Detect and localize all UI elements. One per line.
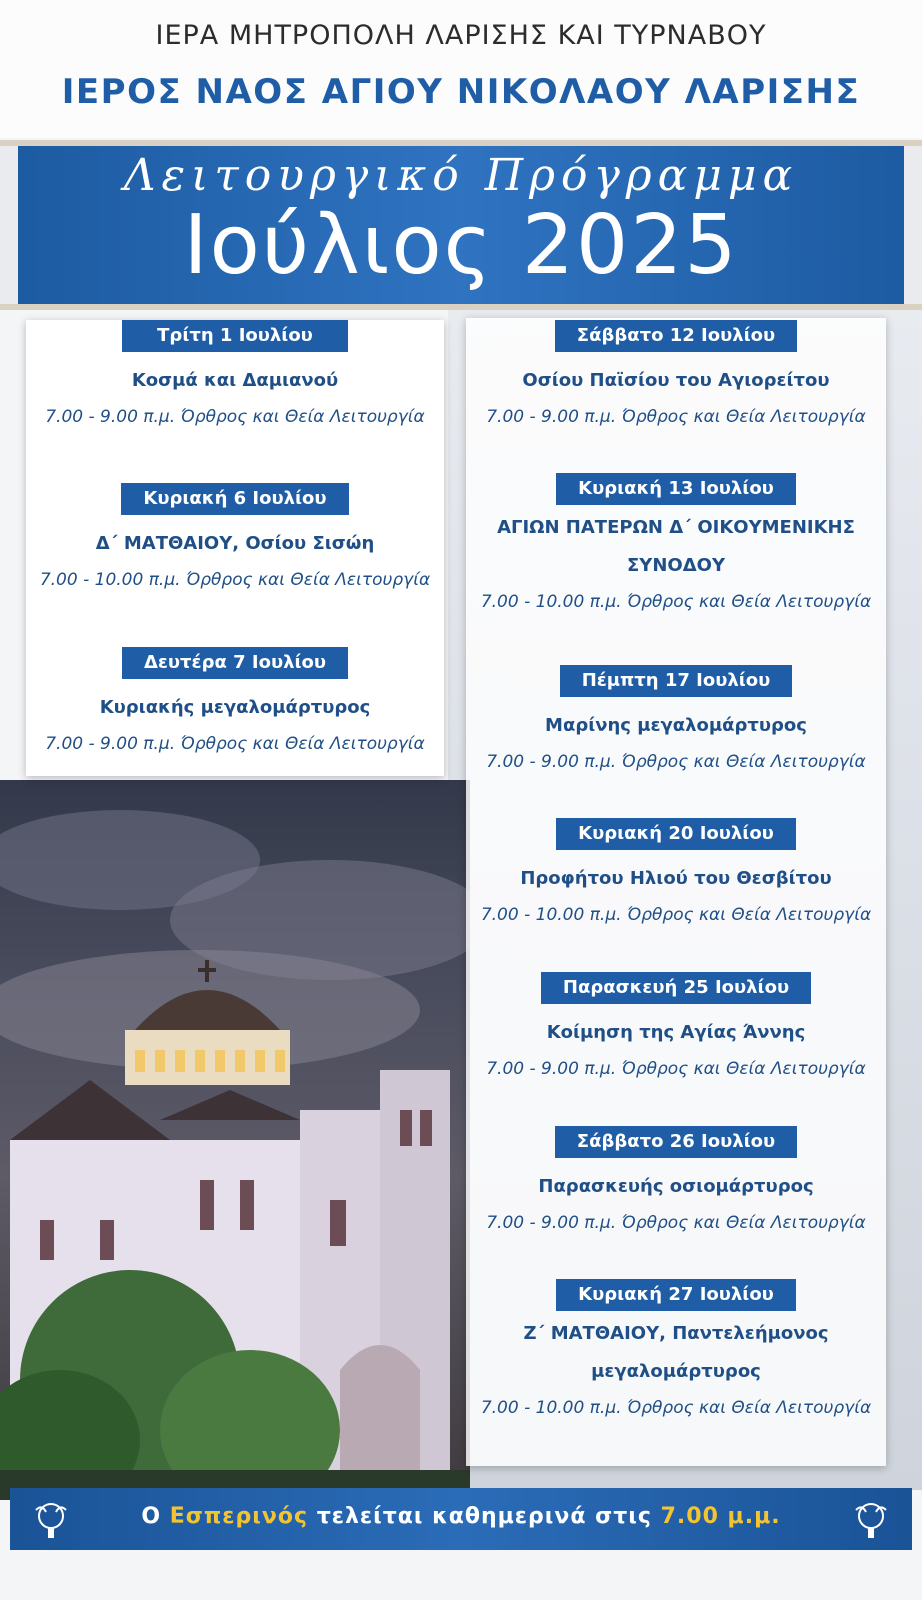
event-2 (26, 483, 444, 595)
date-badge: Κυριακή 13 Ιουλίου (556, 473, 796, 505)
saint-name: Προφήτου Ηλιού του Θεσβίτου (520, 868, 832, 889)
left-schedule-card (26, 320, 444, 776)
service-time: 7.00 - 10.00 π.μ. Όρθρος και Θεία Λειτουργία (480, 1398, 872, 1418)
service-time: 7.00 - 9.00 π.μ. Όρθρος και Θεία Λειτουργία (486, 752, 866, 772)
service-time: 7.00 - 10.00 π.μ. Όρθρος και Θεία Λειτουργία (480, 592, 872, 612)
church-photo (0, 780, 470, 1500)
saint-name: Δ΄ ΜΑΤΘΑΙΟΥ, Οσίου Σισώη (95, 533, 375, 554)
footer-middle: τελείται καθημερινά στις (316, 1504, 652, 1529)
saint-name: Ζ΄ ΜΑΤΘΑΙΟΥ, Παντελεήμονος (523, 1323, 829, 1344)
schedule-subtitle: Λειτουργικό Πρόγραμμα (123, 150, 799, 201)
saint-name: Κοίμηση της Αγίας Άννης (546, 1022, 806, 1043)
service-time: 7.00 - 9.00 π.μ. Όρθρος και Θεία Λειτουργία (486, 1213, 866, 1233)
event-9 (466, 1126, 886, 1238)
service-time: 7.00 - 9.00 π.μ. Όρθρος και Θεία Λειτουργία (45, 407, 425, 427)
saint-name: Κυριακής μεγαλομάρτυρος (99, 697, 371, 718)
date-badge: Τρίτη 1 Ιουλίου (122, 320, 348, 352)
church-title: ΙΕΡΟΣ ΝΑΟΣ ΑΓΙΟΥ ΝΙΚΟΛΑΟΥ ΛΑΡΙΣΗΣ (61, 72, 861, 112)
vespers-text (10, 1504, 912, 1529)
saint-name: ΑΓΙΩΝ ΠΑΤΕΡΩΝ Δ΄ ΟΙΚΟΥΜΕΝΙΚΗΣ (497, 517, 855, 538)
right-schedule-card (466, 318, 886, 1466)
saint-name: Κοσμά και Δαμιανού (131, 370, 339, 391)
church-illustration (0, 780, 470, 1500)
saint-name-line2: μεγαλομάρτυρος (591, 1361, 761, 1382)
service-time: 7.00 - 9.00 π.μ. Όρθρος και Θεία Λειτουργία (486, 1059, 866, 1079)
service-time: 7.00 - 10.00 π.μ. Όρθρος και Θεία Λειτουργία (480, 905, 872, 925)
date-badge: Πέμπτη 17 Ιουλίου (560, 665, 793, 697)
date-badge: Σάββατο 12 Ιουλίου (555, 320, 797, 352)
event-7 (466, 818, 886, 930)
date-badge: Σάββατο 26 Ιουλίου (555, 1126, 797, 1158)
event-1 (26, 320, 444, 432)
saint-name-line2: ΣΥΝΟΔΟΥ (627, 555, 725, 576)
date-badge: Δευτέρα 7 Ιουλίου (122, 647, 348, 679)
metropolis-title: ΙΕΡΑ ΜΗΤΡΟΠΟΛΗ ΛΑΡΙΣΗΣ ΚΑΙ ΤΥΡΝΑΒΟΥ (155, 20, 767, 51)
event-8 (466, 972, 886, 1084)
vespers-time: 7.00 μ.μ. (660, 1504, 781, 1529)
month-title: Ιούλιος 2025 (183, 198, 739, 293)
bottom-margin (0, 1550, 922, 1600)
date-badge: Παρασκευή 25 Ιουλίου (541, 972, 811, 1004)
service-time: 7.00 - 9.00 π.μ. Όρθρος και Θεία Λειτουργία (45, 734, 425, 754)
event-4 (466, 320, 886, 432)
event-3 (26, 647, 444, 759)
vespers-banner (10, 1488, 912, 1550)
date-badge: Κυριακή 6 Ιουλίου (121, 483, 348, 515)
event-10 (466, 1279, 886, 1423)
footer-prefix: Ο (141, 1504, 162, 1529)
vespers-highlight: Εσπερινός (169, 1504, 309, 1529)
saint-name: Παρασκευής οσιομάρτυρος (538, 1176, 814, 1197)
church-emblem-icon (848, 1496, 894, 1542)
event-6 (466, 665, 886, 777)
event-5 (466, 473, 886, 617)
saint-name: Μαρίνης μεγαλομάρτυρος (545, 715, 807, 736)
date-badge: Κυριακή 27 Ιουλίου (556, 1279, 796, 1311)
date-badge: Κυριακή 20 Ιουλίου (556, 818, 796, 850)
saint-name: Οσίου Παϊσίου του Αγιορείτου (522, 370, 830, 391)
service-time: 7.00 - 9.00 π.μ. Όρθρος και Θεία Λειτουργία (486, 407, 866, 427)
service-time: 7.00 - 10.00 π.μ. Όρθρος και Θεία Λειτουργία (39, 570, 431, 590)
